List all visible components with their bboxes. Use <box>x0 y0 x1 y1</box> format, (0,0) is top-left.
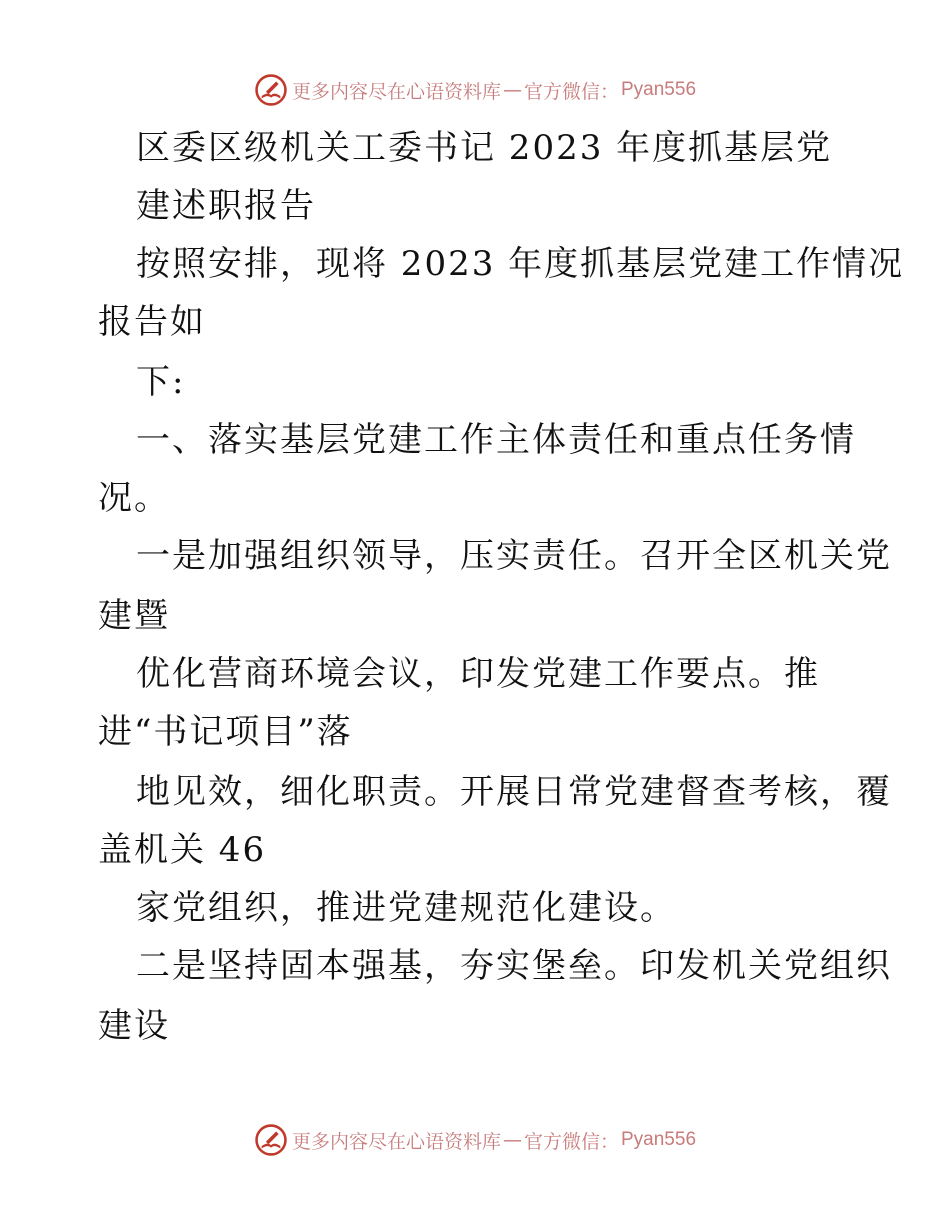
document-title-line-2: 建述职报告 <box>136 186 316 226</box>
section-heading-line: 况。 <box>98 478 170 518</box>
body-line: 建暨 <box>98 596 170 636</box>
book-logo-icon <box>254 73 288 107</box>
watermark-label: 官方微信： <box>523 1130 619 1153</box>
section-heading-line: 一、落实基层党建工作主体责任和重点任务情 <box>136 420 856 460</box>
watermark-text: 更多内容尽在心语资料库 <box>291 80 501 103</box>
body-line: 建设 <box>98 1006 170 1046</box>
watermark-separator: — <box>502 1129 522 1151</box>
watermark-id: Pyan556 <box>621 79 697 100</box>
footer-watermark <box>0 1120 950 1160</box>
body-line: 盖机关 46 <box>98 830 267 870</box>
header-watermark <box>0 70 950 110</box>
watermark-id: Pyan556 <box>621 1129 697 1150</box>
document-title-line-1: 区委区级机关工委书记 2023 年度抓基层党 <box>136 128 833 168</box>
watermark-text: 更多内容尽在心语资料库 <box>291 1130 501 1153</box>
watermark-separator: — <box>502 79 522 101</box>
body-line: 进“书记项目”落 <box>98 712 353 752</box>
body-line: 家党组织，推进党建规范化建设。 <box>136 888 676 928</box>
body-line: 按照安排，现将 2023 年度抓基层党建工作情况 <box>136 244 905 284</box>
body-line: 二是坚持固本强基，夯实堡垒。印发机关党组织 <box>136 946 892 986</box>
body-line: 报告如 <box>98 302 206 342</box>
book-logo-icon <box>254 1123 288 1157</box>
body-line: 下: <box>136 362 186 402</box>
body-line: 地见效，细化职责。开展日常党建督查考核，覆 <box>136 772 892 812</box>
watermark-label: 官方微信： <box>523 80 619 103</box>
body-line: 一是加强组织领导，压实责任。召开全区机关党 <box>136 536 892 576</box>
body-line: 优化营商环境会议，印发党建工作要点。推 <box>136 654 820 694</box>
